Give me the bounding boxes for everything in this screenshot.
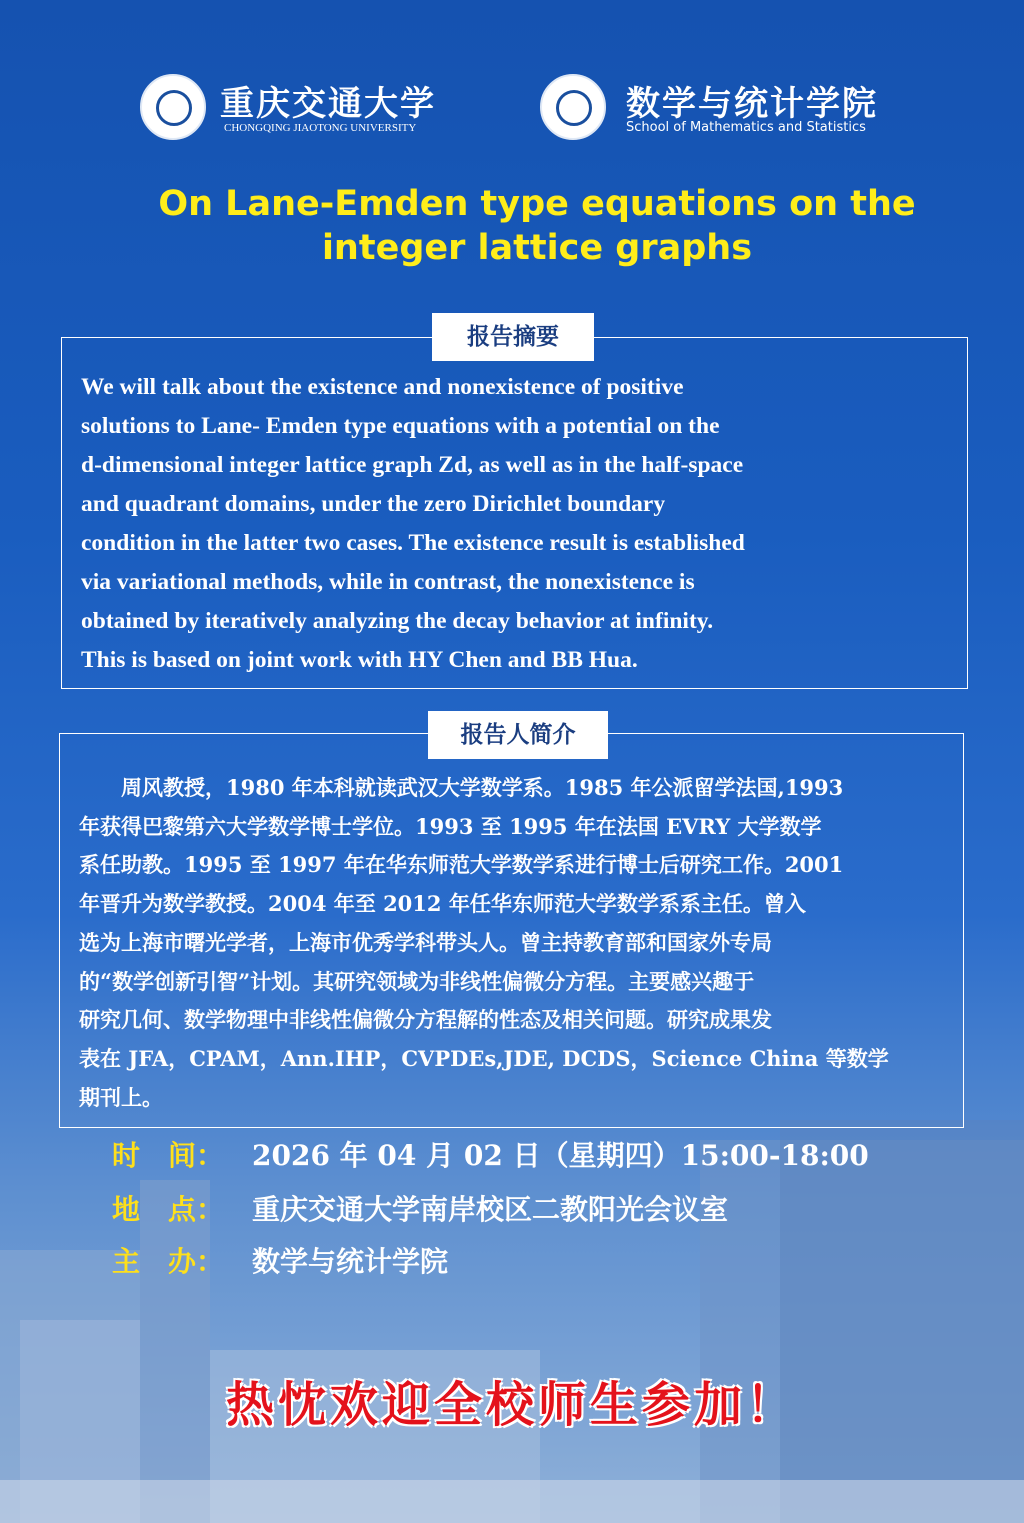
info-place — [112, 1188, 728, 1228]
bio-line: 的“数学创新引智”计划。其研究领域为非线性偏微分方程。主要感兴趣于 — [79, 968, 755, 994]
time-label: 时 间： — [112, 1139, 225, 1172]
campus-background — [0, 1120, 1024, 1523]
school-seal-icon — [540, 74, 606, 140]
info-host — [112, 1240, 448, 1280]
info-time — [112, 1134, 869, 1174]
time-value: 2026 年 04 月 02 日（星期四）15:00-18:00 — [252, 1139, 869, 1172]
header-logos — [0, 70, 1024, 140]
abstract-text — [81, 368, 951, 680]
place-label: 地 点： — [112, 1193, 225, 1226]
university-name-cn: 重庆交通大学 — [220, 84, 436, 124]
welcome-banner: 热忱欢迎全校师生参加！ — [225, 1377, 798, 1433]
bio-line: 年晋升为数学教授。2004 年至 2012 年任华东师范大学数学系系主任。曾入 — [79, 891, 806, 917]
host-label: 主 办： — [112, 1245, 225, 1278]
bio-line: 选为上海市曙光学者，上海市优秀学科带头人。曾主持教育部和国家外专局 — [79, 929, 772, 955]
bio-text — [79, 769, 949, 1117]
school-name-en: School of Mathematics and Statistics — [626, 120, 866, 135]
abstract-line: via variational methods, while in contrast, the nonexistence is — [81, 569, 695, 595]
title-line-2: integer lattice graphs — [321, 228, 753, 268]
abstract-line: We will talk about the existence and nonexistence of positive — [81, 374, 684, 400]
abstract-label: 报告摘要 — [432, 313, 594, 361]
bio-line: 期刊上。 — [79, 1084, 163, 1110]
bio-label: 报告人简介 — [428, 711, 608, 759]
host-value: 数学与统计学院 — [252, 1245, 449, 1278]
abstract-line: This is based on joint work with HY Chen and BB Hua. — [81, 647, 638, 673]
place-value: 重庆交通大学南岸校区二教阳光会议室 — [252, 1193, 729, 1226]
university-seal-icon — [140, 74, 206, 140]
school-name-cn: 数学与统计学院 — [626, 84, 878, 124]
abstract-line: solutions to Lane- Emden type equations with a potential on the — [81, 413, 720, 439]
abstract-line: condition in the latter two cases. The existence result is established — [81, 530, 745, 556]
bio-line: 表在 JFA，CPAM，Ann.IHP，CVPDEs,JDE, DCDS，Science China 等数学 — [79, 1045, 889, 1071]
bio-line: 年获得巴黎第六大学数学博士学位。1993 至 1995 年在法国 EVRY 大学数学 — [79, 813, 822, 839]
title-line-1: On Lane-Emden type equations on the — [158, 184, 916, 224]
bio-line: 系任助教。1995 至 1997 年在华东师范大学数学系进行博士后研究工作。2001 — [79, 852, 844, 878]
abstract-line: d-dimensional integer lattice graph Zd, as well as in the half-space — [81, 452, 744, 478]
abstract-line: and quadrant domains, under the zero Dirichlet boundary — [81, 491, 666, 517]
university-name-en: CHONGQING JIAOTONG UNIVERSITY — [224, 122, 417, 134]
abstract-line: obtained by iteratively analyzing the decay behavior at infinity. — [81, 608, 714, 634]
bio-line: 研究几何、数学物理中非线性偏微分方程解的性态及相关问题。研究成果发 — [79, 1007, 772, 1033]
bio-line: 周风教授，1980 年本科就读武汉大学数学系。1985 年公派留学法国,1993 — [79, 775, 844, 800]
talk-title — [112, 182, 962, 270]
